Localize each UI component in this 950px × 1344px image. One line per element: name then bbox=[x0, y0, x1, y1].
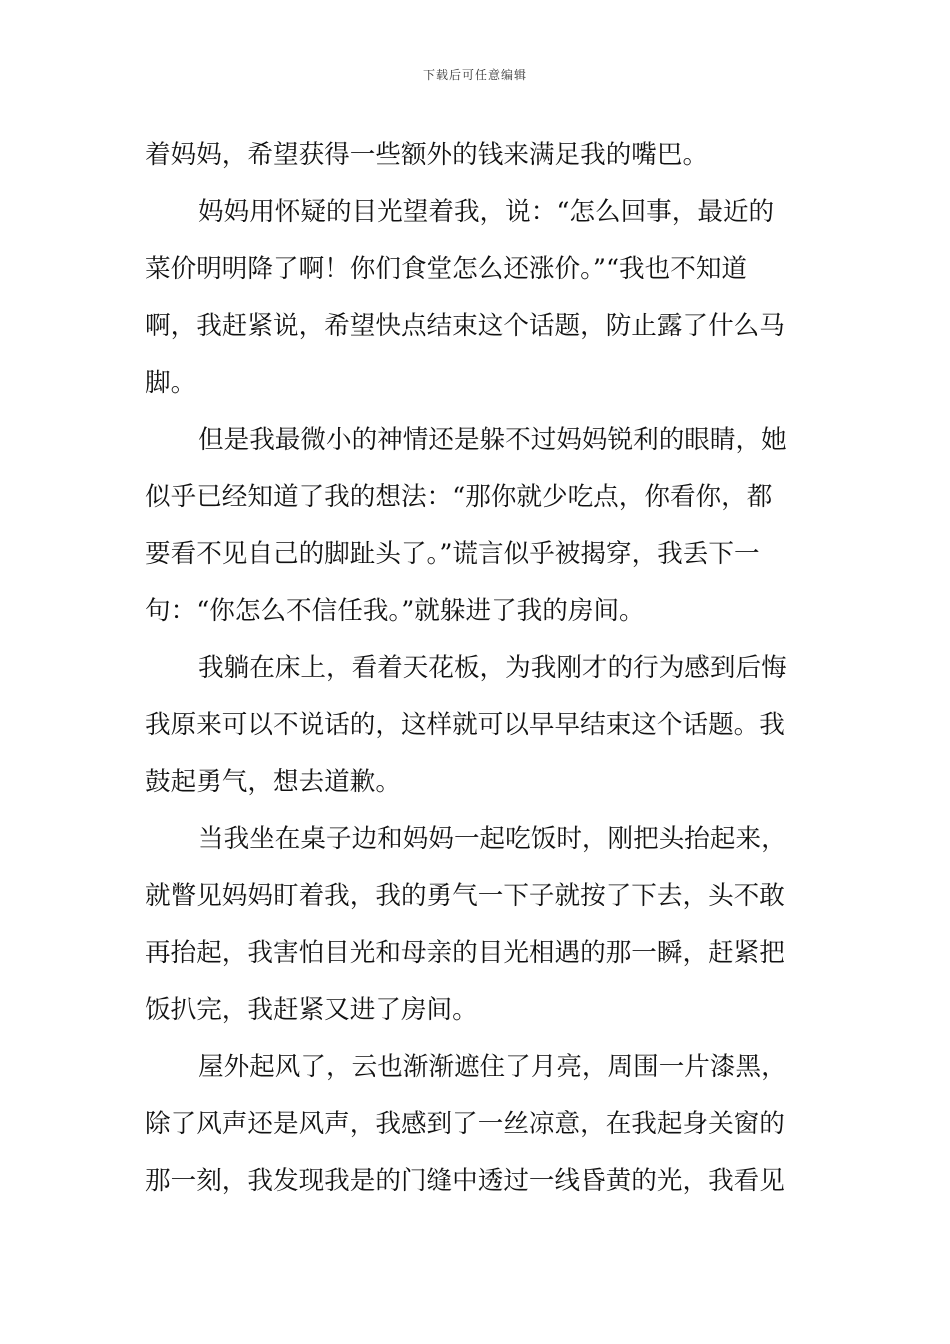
text-line: 要看不见自己的脚趾头了。”谎言似乎被揭穿，我丢下一 bbox=[145, 539, 760, 569]
text-line: 当我坐在桌子边和妈妈一起吃饭时，刚把头抬起来， bbox=[198, 824, 787, 854]
paragraph bbox=[145, 412, 805, 640]
text-line: 句：“你怎么不信任我。”就躲进了我的房间。 bbox=[145, 596, 645, 626]
text-line: 啊，我赶紧说，希望快点结束这个话题，防止露了什么马 bbox=[145, 311, 785, 341]
paragraph bbox=[145, 640, 805, 811]
paragraph bbox=[145, 127, 805, 184]
text-line: 脚。 bbox=[145, 368, 197, 398]
text-line: 再抬起，我害怕目光和母亲的目光相遇的那一瞬，赶紧把 bbox=[145, 938, 785, 968]
text-line: 我原来可以不说话的，这样就可以早早结束这个话题。我 bbox=[145, 710, 785, 740]
text-line: 饭扒完，我赶紧又进了房间。 bbox=[145, 995, 478, 1025]
text-line: 屋外起风了，云也渐渐遮住了月亮，周围一片漆黑， bbox=[198, 1052, 787, 1082]
text-line: 除了风声还是风声，我感到了一丝凉意，在我起身关窗的 bbox=[145, 1109, 785, 1139]
document-body bbox=[145, 127, 805, 1210]
text-line: 那一刻，我发现我是的门缝中透过一线昏黄的光，我看见 bbox=[145, 1166, 785, 1196]
text-line: 菜价明明降了啊！你们食堂怎么还涨价。”“我也不知道 bbox=[145, 254, 748, 284]
paragraph bbox=[145, 811, 805, 1039]
text-line: 我躺在床上，看着天花板，为我刚才的行为感到后悔 bbox=[198, 653, 787, 683]
text-line: 但是我最微小的神情还是躲不过妈妈锐利的眼睛，她 bbox=[198, 425, 787, 455]
text-line: 着妈妈，希望获得一些额外的钱来满足我的嘴巴。 bbox=[145, 140, 709, 170]
page-header-note: 下载后可任意编辑 bbox=[422, 68, 527, 82]
paragraph bbox=[145, 184, 805, 412]
text-line: 鼓起勇气，想去道歉。 bbox=[145, 767, 401, 797]
text-line: 就瞥见妈妈盯着我，我的勇气一下子就按了下去，头不敢 bbox=[145, 881, 785, 911]
text-line: 妈妈用怀疑的目光望着我，说：“怎么回事，最近的 bbox=[198, 197, 775, 227]
paragraph bbox=[145, 1039, 805, 1210]
text-line: 似乎已经知道了我的想法：“那你就少吃点，你看你，都 bbox=[145, 482, 773, 512]
